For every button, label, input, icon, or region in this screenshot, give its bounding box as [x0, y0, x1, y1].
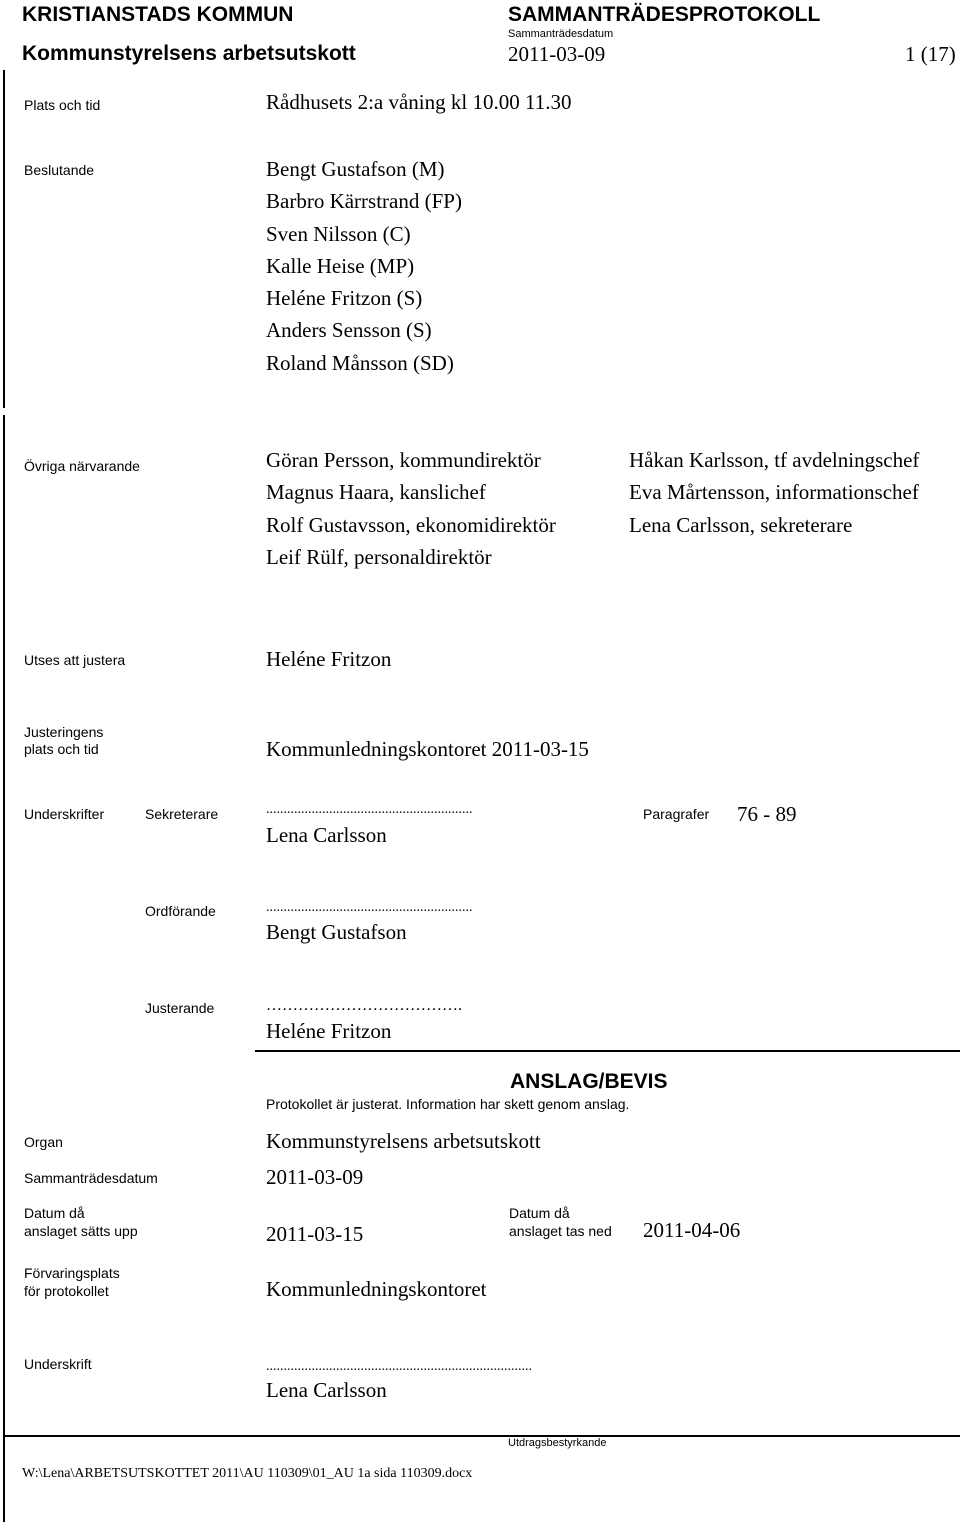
organ-label: Organ	[24, 1134, 63, 1150]
removed-value: 2011-04-06	[643, 1218, 741, 1242]
storage-value: Kommunledningskontoret	[266, 1277, 487, 1301]
anslag-separator	[255, 1050, 960, 1052]
adjuster-value: Heléne Fritzon	[266, 647, 392, 671]
others-list-col2	[629, 444, 919, 541]
attendee: Leif Rülf, personaldirektör	[266, 544, 492, 569]
anslag-date-label: Sammanträdesdatum	[24, 1170, 158, 1186]
committee-name: Kommunstyrelsens arbetsutskott	[22, 42, 356, 65]
removed-label-line2: anslaget tas ned	[509, 1223, 612, 1239]
attendee: Rolf Gustavsson, ekonomidirektör	[266, 512, 556, 537]
paragraphs-value: 76 - 89	[737, 802, 797, 826]
others-list-col1	[266, 444, 556, 573]
footer-separator	[3, 1435, 960, 1437]
deciding-label: Beslutande	[24, 162, 95, 178]
adjust-place-label-line2: plats och tid	[24, 741, 99, 757]
adjuster-sign-label: Justerande	[145, 1000, 215, 1016]
deciding-member: Roland Månsson (SD)	[266, 350, 454, 375]
storage-label-line1: Förvaringsplats	[24, 1265, 120, 1281]
secretary-signature-line: ...........................................................	[266, 802, 473, 817]
anslag-date-value: 2011-03-09	[266, 1165, 364, 1189]
posted-label-line2: anslaget sätts upp	[24, 1223, 138, 1239]
signature-label: Underskrift	[24, 1356, 92, 1372]
adjust-place-value: Kommunledningskontoret 2011-03-15	[266, 737, 589, 761]
deciding-member: Anders Sensson (S)	[266, 318, 432, 343]
left-border-upper	[3, 70, 5, 408]
extract-certification-label: Utdragsbestyrkande	[508, 1437, 607, 1449]
deciding-member: Kalle Heise (MP)	[266, 253, 415, 278]
secretary-name: Lena Carlsson	[266, 823, 387, 847]
anslag-signature-line: ............................................................................	[266, 1359, 532, 1374]
removed-label-line1: Datum då	[509, 1205, 570, 1221]
adjust-place-label-line1: Justeringens	[24, 724, 104, 740]
posted-value: 2011-03-15	[266, 1222, 364, 1246]
anslag-subtitle: Protokollet är justerat. Information har skett genom anslag.	[266, 1096, 630, 1112]
paragraphs-label: Paragrafer	[643, 806, 710, 822]
anslag-title: ANSLAG/BEVIS	[510, 1070, 668, 1093]
storage-label-line2: för protokollet	[24, 1283, 109, 1299]
anslag-signature-name: Lena Carlsson	[266, 1378, 387, 1402]
attendee: Göran Persson, kommundirektör	[266, 448, 541, 472]
secretary-label: Sekreterare	[145, 806, 219, 822]
meeting-date: 2011-03-09	[508, 42, 606, 66]
adjuster-signature-line: ……………………………….	[266, 997, 462, 1014]
attendee: Lena Carlsson, sekreterare	[629, 512, 853, 537]
left-border-lower	[3, 415, 5, 1522]
deciding-member: Barbro Kärrstrand (FP)	[266, 189, 462, 214]
others-label: Övriga närvarande	[24, 458, 140, 474]
posted-label-line1: Datum då	[24, 1205, 85, 1221]
organ-value: Kommunstyrelsens arbetsutskott	[266, 1129, 541, 1153]
page-number: 1 (17)	[905, 42, 956, 66]
chair-signature-line: ...........................................................	[266, 900, 473, 915]
chair-label: Ordförande	[145, 903, 216, 919]
deciding-member: Bengt Gustafson (M)	[266, 157, 445, 181]
deciding-member: Sven Nilsson (C)	[266, 221, 411, 246]
adjuster-label: Utses att justera	[24, 652, 126, 668]
signatures-label: Underskrifter	[24, 806, 105, 822]
attendee: Håkan Karlsson, tf avdelningschef	[629, 448, 920, 472]
date-caption: Sammanträdesdatum	[508, 28, 614, 40]
deciding-list	[266, 153, 462, 379]
file-path: W:\Lena\ARBETSUTSKOTTET 2011\AU 110309\01_AU 1a sida 110309.docx	[22, 1466, 473, 1481]
place-value: Rådhusets 2:a våning kl 10.00 11.30	[266, 90, 572, 114]
place-label: Plats och tid	[24, 97, 101, 113]
document-type: SAMMANTRÄDESPROTOKOLL	[508, 3, 821, 26]
adjuster-sign-name: Heléne Fritzon	[266, 1019, 392, 1043]
attendee: Eva Mårtensson, informationschef	[629, 480, 919, 505]
deciding-member: Heléne Fritzon (S)	[266, 286, 423, 311]
municipality-name: KRISTIANSTADS KOMMUN	[22, 3, 294, 26]
chair-name: Bengt Gustafson	[266, 920, 407, 944]
attendee: Magnus Haara, kanslichef	[266, 480, 486, 505]
